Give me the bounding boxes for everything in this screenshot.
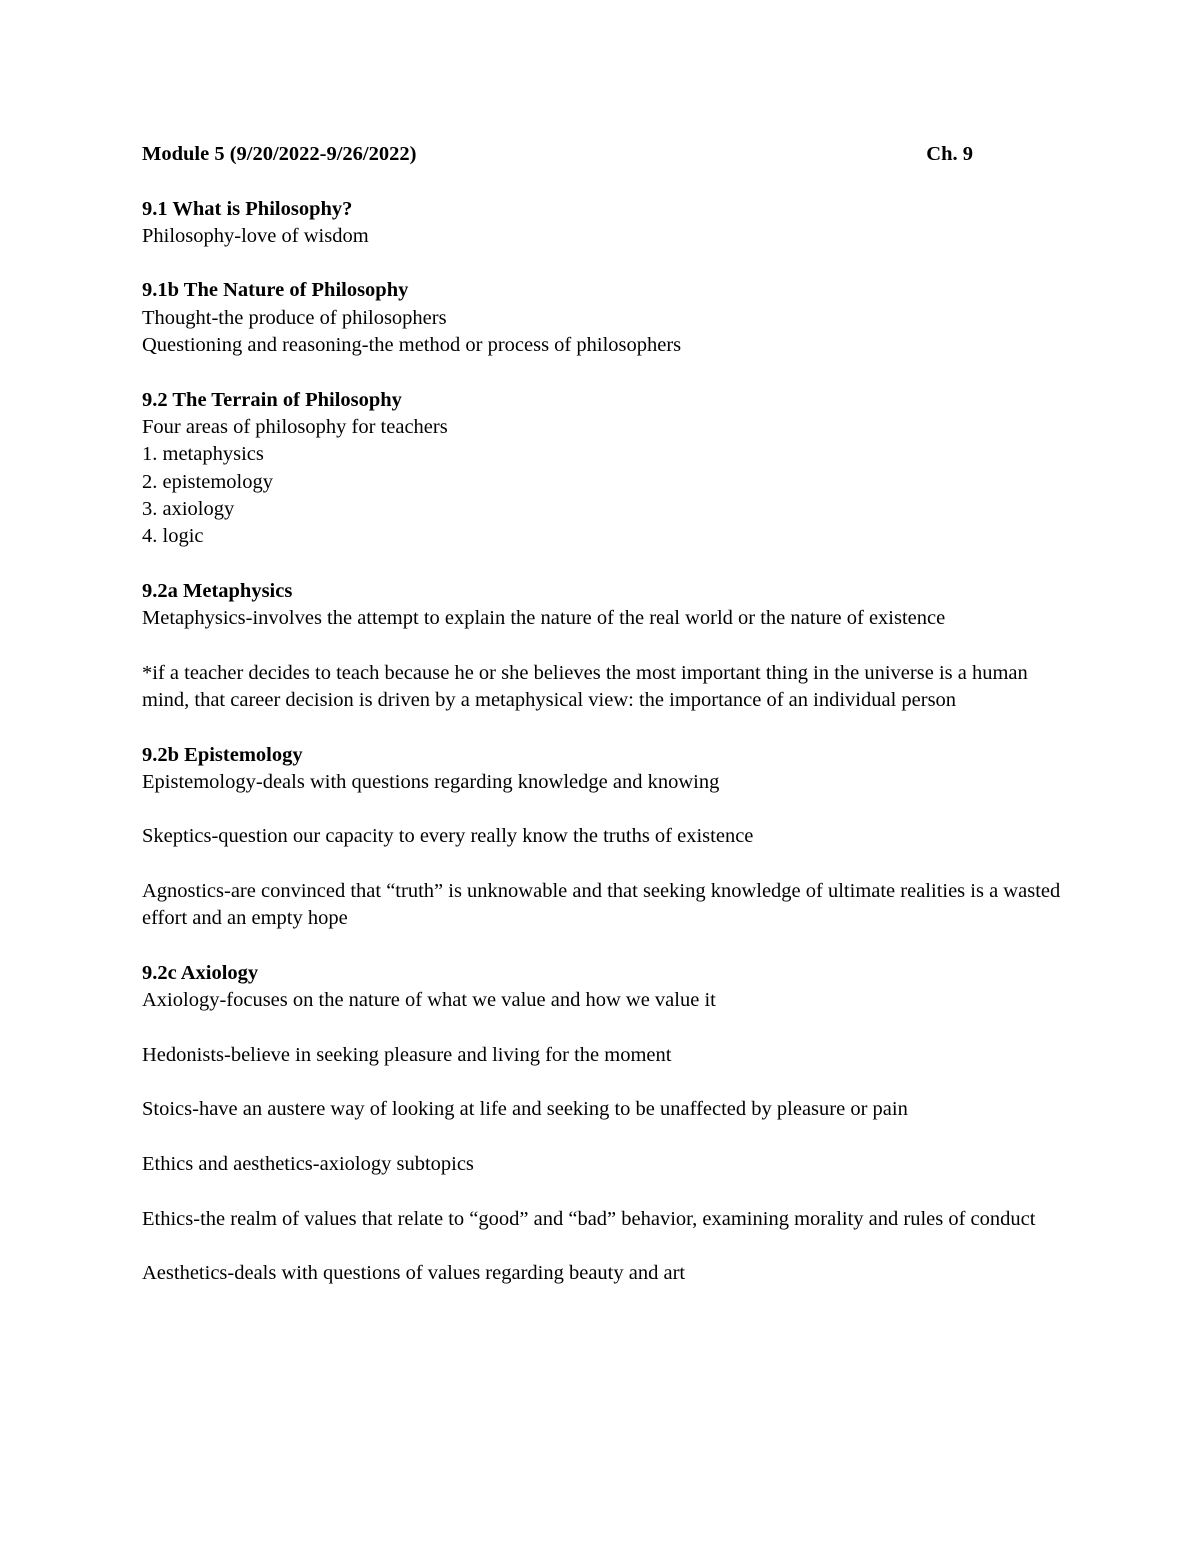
- section-heading: 9.1 What is Philosophy?: [142, 197, 353, 220]
- section-epistemology: [142, 742, 1062, 933]
- section-heading: 9.2b Epistemology: [142, 743, 303, 766]
- paragraph: Agnostics-are convinced that “truth” is unknowable and that seeking knowledge of ultimate realities is a wasted effort and an empty hope: [142, 880, 1061, 930]
- section-axiology: [142, 960, 1062, 1288]
- intro-line: Four areas of philosophy for teachers: [142, 415, 448, 438]
- list-item: 4. logic: [142, 525, 204, 548]
- document-header: [142, 141, 973, 168]
- paragraph: Ethics and aesthetics-axiology subtopics: [142, 1152, 474, 1175]
- paragraph: Aesthetics-deals with questions of values regarding beauty and art: [142, 1262, 686, 1285]
- paragraph: Hedonists-believe in seeking pleasure and living for the moment: [142, 1043, 672, 1066]
- section-heading: 9.1b The Nature of Philosophy: [142, 279, 409, 302]
- section-what-is-philosophy: [142, 196, 1062, 251]
- paragraph: Ethics-the realm of values that relate to “good” and “bad” behavior, examining morality and rules of conduct: [142, 1207, 1036, 1230]
- section-nature-of-philosophy: [142, 277, 1062, 359]
- paragraph: Axiology-focuses on the nature of what we value and how we value it: [142, 989, 716, 1012]
- module-title: Module 5 (9/20/2022-9/26/2022): [142, 143, 417, 165]
- list-item: 3. axiology: [142, 497, 235, 520]
- definition-line: Questioning and reasoning-the method or process of philosophers: [142, 334, 682, 357]
- paragraph: Stoics-have an austere way of looking at life and seeking to be unaffected by pleasure or pain: [142, 1098, 908, 1121]
- list-item: 2. epistemology: [142, 470, 273, 493]
- document-page: [142, 141, 1062, 1287]
- definition-line: Thought-the produce of philosophers: [142, 306, 447, 329]
- section-metaphysics: [142, 578, 1062, 714]
- section-heading: 9.2 The Terrain of Philosophy: [142, 388, 402, 411]
- chapter-label: Ch. 9: [926, 143, 973, 165]
- list-item: 1. metaphysics: [142, 443, 264, 466]
- paragraph: Metaphysics-involves the attempt to explain the nature of the real world or the nature of existence: [142, 607, 946, 630]
- section-heading: 9.2c Axiology: [142, 961, 259, 984]
- paragraph: Skeptics-question our capacity to every really know the truths of existence: [142, 825, 754, 848]
- section-terrain-of-philosophy: [142, 387, 1062, 551]
- definition-line: Philosophy-love of wisdom: [142, 224, 369, 247]
- paragraph: Epistemology-deals with questions regarding knowledge and knowing: [142, 770, 720, 793]
- paragraph: *if a teacher decides to teach because he or she believes the most important thing in the universe is a human mind, that career decision is driven by a metaphysical view: the importance of an individual person: [142, 661, 1028, 711]
- section-heading: 9.2a Metaphysics: [142, 579, 293, 602]
